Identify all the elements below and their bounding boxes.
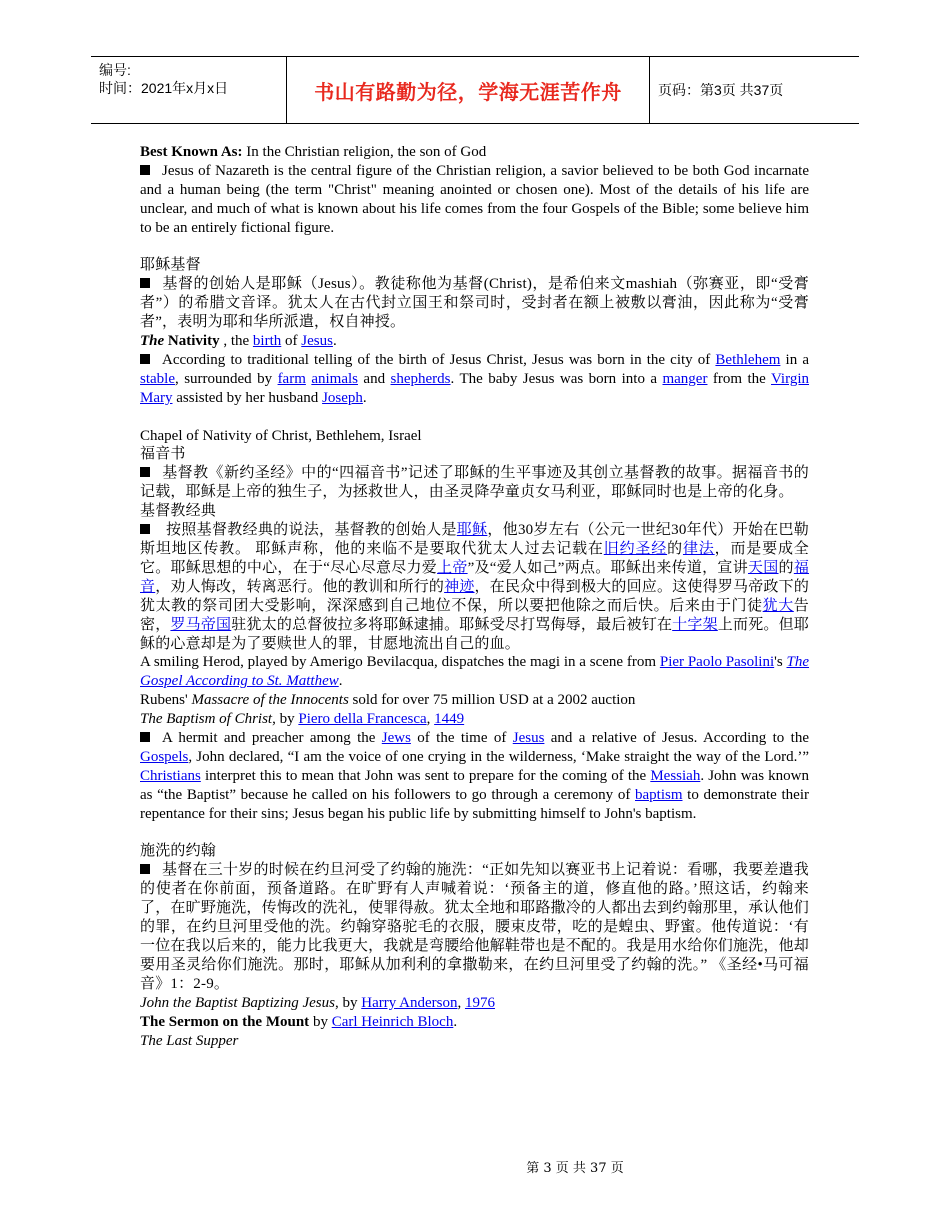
text-run: 按照基督教经典的说法，基督教的创始人是 [162,522,457,539]
link-bloch[interactable]: Carl Heinrich Bloch [331,1013,454,1030]
link-kingdom-zh[interactable]: 天国 [747,559,779,576]
text-run: and [357,370,391,387]
text-run: from the [707,370,771,387]
text-run: of the time of [410,730,513,747]
text-run: 上而死。但耶稣的心意却是为了要赎世人的罪，甘愿地流出自己的血。 [140,616,810,652]
link-cross-zh[interactable]: 十字架 [672,616,718,633]
text-run: A smiling Herod, played by Amerigo Bevilacqua, dispatches the magi in a scene from [140,654,660,671]
text-run: ，劝人悔改，转离恶行。他的教训和所行的 [155,578,445,595]
link-virgin-mary[interactable]: Virgin Mary [140,370,809,406]
link-jews[interactable]: Jews [381,730,411,747]
caption-sermon [140,1013,809,1032]
link-bethlehem[interactable]: Bethlehem [715,351,781,368]
text-run: A hermit and preacher among the [162,730,382,747]
link-messiah[interactable]: Messiah [650,767,701,784]
document-body [140,143,809,1050]
link-jesus-2[interactable]: Jesus [512,730,545,747]
link-gospels[interactable]: Gospels [140,748,189,765]
text-run: 的 [667,541,683,557]
text-run: . John was known as “the Baptist” because he called on his followers to go through a ceremony of [140,767,810,803]
text-run: Massacre of the Innocents [191,692,349,709]
caption-anderson [140,994,809,1013]
text-run: . [362,389,367,406]
header-motto: 书山有路勤为径，学海无涯苦作舟 [287,57,650,123]
caption-herod [140,653,809,691]
link-birth[interactable]: birth [252,333,282,350]
paragraph-founder-zh [140,275,809,332]
text-run: , by [272,711,299,728]
text-run: 's [774,654,787,671]
text-run: 驻犹太的总督彼拉多将耶稣逮捕。耶稣受尽打骂侮辱，最后被钉在 [231,616,673,633]
heading-john-zh: 施洗的约翰 [140,843,217,860]
text-run: of [281,333,302,350]
paragraph-gospels-zh [140,464,809,502]
paragraph-john-baptist [140,729,809,824]
text-run: sold for over 75 million USD at a 2002 auction [348,692,636,709]
bullet-square-icon [140,524,150,534]
bullet-square-icon [140,732,150,742]
nativity-the: The [140,333,165,350]
number-label: 编号: [99,62,131,78]
paragraph-john-zh [140,861,809,993]
best-known-text: In the Christian religion, the son of God [242,144,487,160]
link-judas-zh[interactable]: 犹大 [762,597,794,614]
heading-classics-zh: 基督教经典 [140,503,217,520]
text-run: John the Baptist Baptizing Jesus [140,994,335,1011]
bullet-square-icon [140,354,150,364]
text-run: and a relative of Jesus. According to the [544,730,809,747]
link-law-zh[interactable]: 律法 [682,541,715,557]
link-god-zh[interactable]: 上帝 [437,559,468,576]
link-roman-empire-zh[interactable]: 罗马帝国 [170,616,232,633]
link-harry-anderson[interactable]: Harry Anderson [361,994,458,1011]
text-run: . [332,333,337,350]
link-manger[interactable]: manger [662,370,708,387]
heading-gospels-zh: 福音书 [140,446,186,463]
link-joseph[interactable]: Joseph [322,389,363,406]
link-year-1976[interactable]: 1976 [464,994,495,1011]
text-run: 告密， [140,597,809,633]
heading-jesus-christ-zh: 耶稣基督 [140,257,201,274]
text-run: in a [780,351,809,368]
link-stable[interactable]: stable [140,370,175,387]
text-run: by [309,1013,332,1030]
header-page-number: 页码：第3页 共37页 [658,82,784,98]
text-run: According to traditional telling of the birth of Jesus Christ, Jesus was born in the city of [162,351,716,368]
link-pasolini[interactable]: Pier Paolo Pasolini [659,654,775,671]
text-run: . [453,1013,458,1030]
text-run: , [426,711,435,728]
paragraph-text: 基督在三十岁的时候在约旦河受了约翰的施洗：“正如先知以赛亚书上记着说：看哪，我要差遣我的使者在你前面，预备道路。在旷野有人声喊着说：‘预备主的道，修直他的路。’照这话，约翰来了，在旷野施洗，传悔改的洗礼，使罪得赦。犹太全地和耶路撒冷的人都出去到约翰那里，承认他们的罪，在约旦河里受他的洗。约翰穿骆驼毛的衣服，腰束皮带，吃的是蝗虫、野蜜。他传道说：‘有一位在我以后来的，能力比我更大，我就是弯腰给他解鞋带也是不配的。我是用水给你们施洗，他却要用圣灵给你们施洗。那时，耶稣从加利利的拿撒勒来，在约旦河里受了约翰的洗。” 《圣经•马可福音》1：2-9。 [140,862,809,992]
caption-chapel: Chapel of Nativity of Christ, Bethlehem, Israel [140,427,422,444]
text-run: Rubens' [140,692,192,709]
link-gospel-zh[interactable]: 福音 [140,559,810,595]
text-run: The Baptism of Christ [140,711,273,728]
text-run: 的 [778,559,794,576]
paragraph-birth-story [140,351,809,408]
paragraph-jesus-intro [140,162,809,238]
bullet-square-icon [140,165,150,175]
text-run: ，在民众中得到极大的回应。这使得罗马帝政下的犹太教的祭司团大受影响，深深感到自己地位不保，所以要把他除之而后快。后来由于门徒 [140,578,810,614]
link-piero[interactable]: Piero della Francesca [298,711,427,728]
text-run: The Gospel According to St. Matthew [140,654,810,690]
text-run: , [457,994,465,1011]
nativity-title: Nativity [164,333,220,350]
text-run: ”及“爱人如己”两点。耶稣出来传道，宣讲 [467,559,748,576]
text-run: The Last Supper [140,1032,239,1049]
text-run: assisted by her husband [172,389,323,406]
link-farm[interactable]: farm [277,370,306,387]
text-run: , John declared, “I am the voice of one crying in the wilderness, ‘Make straight the way of the Lord.’” [188,748,809,765]
caption-baptism-of-christ [140,710,809,729]
text-run: . [338,673,343,690]
text-run: . The baby Jesus was born into a [450,370,663,387]
paragraph-text: 基督教《新约圣经》中的“四福音书”记述了耶稣的生平事迹及其创立基督教的故事。据福音书的记载，耶稣是上帝的独生子，为拯救世人，由圣灵降孕童贞女马利亚，耶稣同时也是上帝的化身。 [140,465,809,501]
text-run: , by [334,994,362,1011]
caption-rubens [140,691,809,710]
link-year-1449[interactable]: 1449 [434,711,465,728]
link-christians[interactable]: Christians [140,767,201,784]
paragraph-classics-zh [140,521,809,653]
link-jesus-zh[interactable]: 耶稣 [456,522,488,539]
bullet-square-icon [140,467,150,477]
page-header [91,56,859,124]
bullet-square-icon [140,864,150,874]
paragraph-text: 基督的创始人是耶稣（Jesus）。教徒称他为基督(Christ)，是希伯来文mashiah（弥赛亚，即“受膏者”）的希腊文音译。犹太人在古代封立国王和祭司时，受封者在额上被敷以膏油，因此称为“受膏者”，表明为耶和华所派遣，权自神授。 [140,276,809,331]
best-known-label: Best Known As: [140,144,243,160]
text-run: ，而是要成全它。耶稣思想的中心，在于“尽心尽意尽力爱 [140,541,809,576]
text-run: , the [219,333,253,350]
header-meta [91,57,287,123]
link-shepherds[interactable]: shepherds [390,370,451,387]
link-miracles-zh[interactable]: 神迹 [444,578,475,595]
bullet-square-icon [140,278,150,288]
text-run: The Sermon on the Mount [140,1013,310,1030]
nativity-line [140,332,809,351]
text-run: to demonstrate their repentance for their sins; Jesus began his public life by submitting himself to John's baptism. [140,786,809,822]
link-jesus[interactable]: Jesus [301,333,333,350]
link-baptism[interactable]: baptism [635,786,683,803]
link-animals[interactable]: animals [311,370,358,387]
link-old-testament-zh[interactable]: 旧约圣经 [603,541,668,557]
text-run: , surrounded by [175,370,278,387]
page-footer: 第 3 页 共 37 页 [526,1161,624,1176]
caption-last-supper [140,1032,809,1051]
time-label: 时间：2021年x月x日 [99,80,229,96]
text-run: interpret this to mean that John was sent to prepare for the coming of the [200,767,651,784]
best-known-line [140,143,809,162]
paragraph-text: Jesus of Nazareth is the central figure of the Christian religion, a savior believed to be both God incarnate and a human being (the term "Christ" meaning anointed or chosen one). Most of the details of his life are unclear, and much of what is known about his life comes from the four Gospels of the Bible; some believe him to be an entirely fictional figure. [140,162,809,236]
text-run: ，他30岁左右（公元一世纪30年代）开始在巴勒斯坦地区传教。 耶稣声称，他的来临不是要取代犹太人过去记载在 [140,522,809,557]
